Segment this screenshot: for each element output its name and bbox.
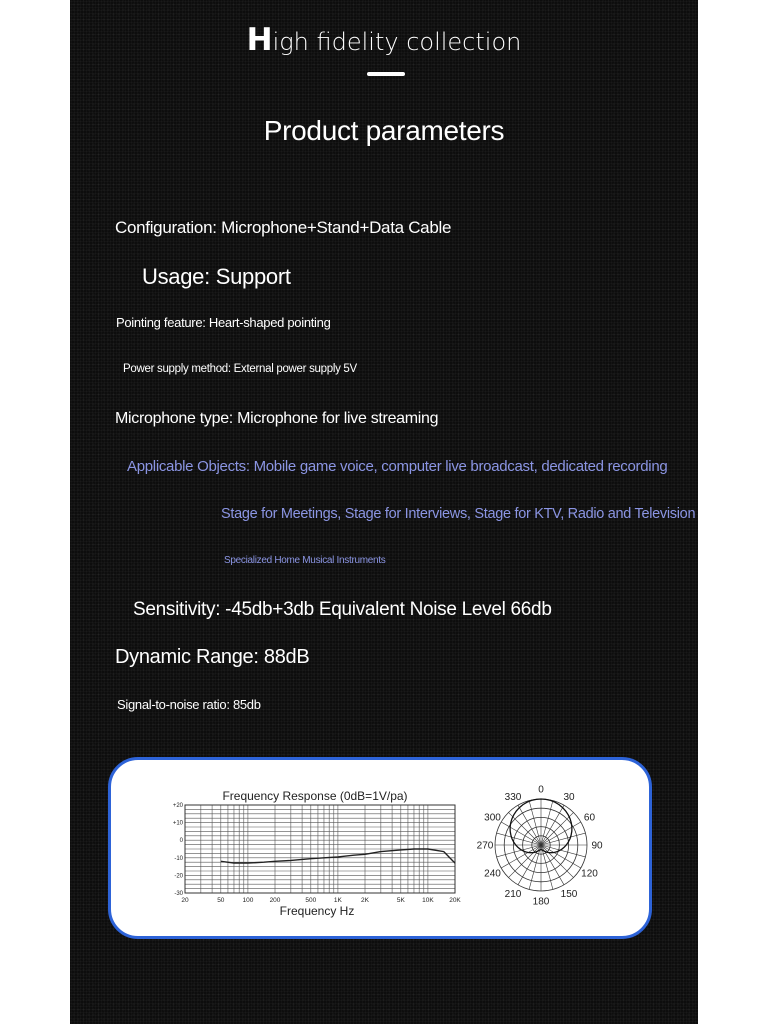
frequency-chart-x-ticks	[181, 897, 461, 904]
x-tick-label: 50	[217, 897, 225, 904]
x-tick-label: 1K	[333, 897, 342, 904]
polar-angle-label: 270	[476, 840, 494, 852]
polar-pattern-chart	[477, 785, 603, 908]
param-signal-to-noise: Signal-to-noise ratio: 85db	[117, 697, 261, 712]
frequency-chart-title: Frequency Response (0dB=1V/pa)	[222, 789, 408, 803]
x-tick-label: 20K	[449, 897, 461, 904]
x-tick-label: 10K	[422, 897, 434, 904]
param-applicable-objects-line3: Specialized Home Musical Instruments	[224, 555, 386, 566]
y-tick-label: +10	[172, 820, 183, 827]
x-tick-label: 20	[181, 897, 189, 904]
y-tick-label: +20	[172, 803, 183, 809]
frequency-chart-xlabel: Frequency Hz	[279, 904, 355, 918]
charts-svg	[111, 760, 649, 936]
chart-card	[108, 757, 652, 939]
y-tick-label: 0	[179, 838, 183, 845]
param-pointing-feature: Pointing feature: Heart-shaped pointing	[116, 315, 331, 330]
x-tick-label: 5K	[396, 897, 405, 904]
polar-angle-label: 60	[583, 812, 596, 824]
param-applicable-objects-line2: Stage for Meetings, Stage for Interviews, Stage for KTV, Radio and Television	[221, 506, 696, 522]
page-title: High fidelity collection	[246, 22, 522, 58]
polar-angle-label: 150	[560, 888, 578, 900]
polar-angle-label: 210	[504, 888, 522, 900]
param-configuration: Configuration: Microphone+Stand+Data Cable	[115, 218, 452, 237]
polar-angle-label: 330	[504, 792, 522, 804]
param-applicable-objects: Applicable Objects: Mobile game voice, computer live broadcast, dedicated recording	[127, 458, 668, 475]
title-divider	[367, 72, 405, 76]
polar-angle-label: 180	[532, 896, 550, 908]
polar-angle-label: 90	[591, 840, 603, 852]
polar-angle-label: 0	[538, 784, 544, 796]
param-power-supply: Power supply method: External power supply 5V	[123, 363, 357, 375]
x-tick-label: 500	[305, 897, 317, 904]
param-usage: Usage: Support	[142, 264, 291, 289]
y-tick-label: -10	[174, 855, 183, 862]
polar-angle-label: 120	[581, 868, 598, 880]
x-tick-label: 100	[242, 897, 254, 904]
x-tick-label: 200	[269, 897, 281, 904]
y-tick-label: -20	[174, 873, 183, 880]
section-heading: Product parameters	[263, 115, 505, 146]
y-tick-label: -30	[174, 891, 183, 897]
x-tick-label: 2K	[361, 897, 369, 904]
param-sensitivity: Sensitivity: -45db+3db Equivalent Noise Level 66db	[133, 599, 552, 620]
polar-angle-label: 30	[563, 792, 575, 804]
frequency-chart-y-ticks	[173, 803, 184, 897]
polar-angle-label: 240	[484, 868, 501, 880]
polar-angle-label: 300	[484, 812, 501, 824]
param-microphone-type: Microphone type: Microphone for live streaming	[115, 410, 439, 427]
param-dynamic-range: Dynamic Range: 88dB	[115, 646, 310, 668]
